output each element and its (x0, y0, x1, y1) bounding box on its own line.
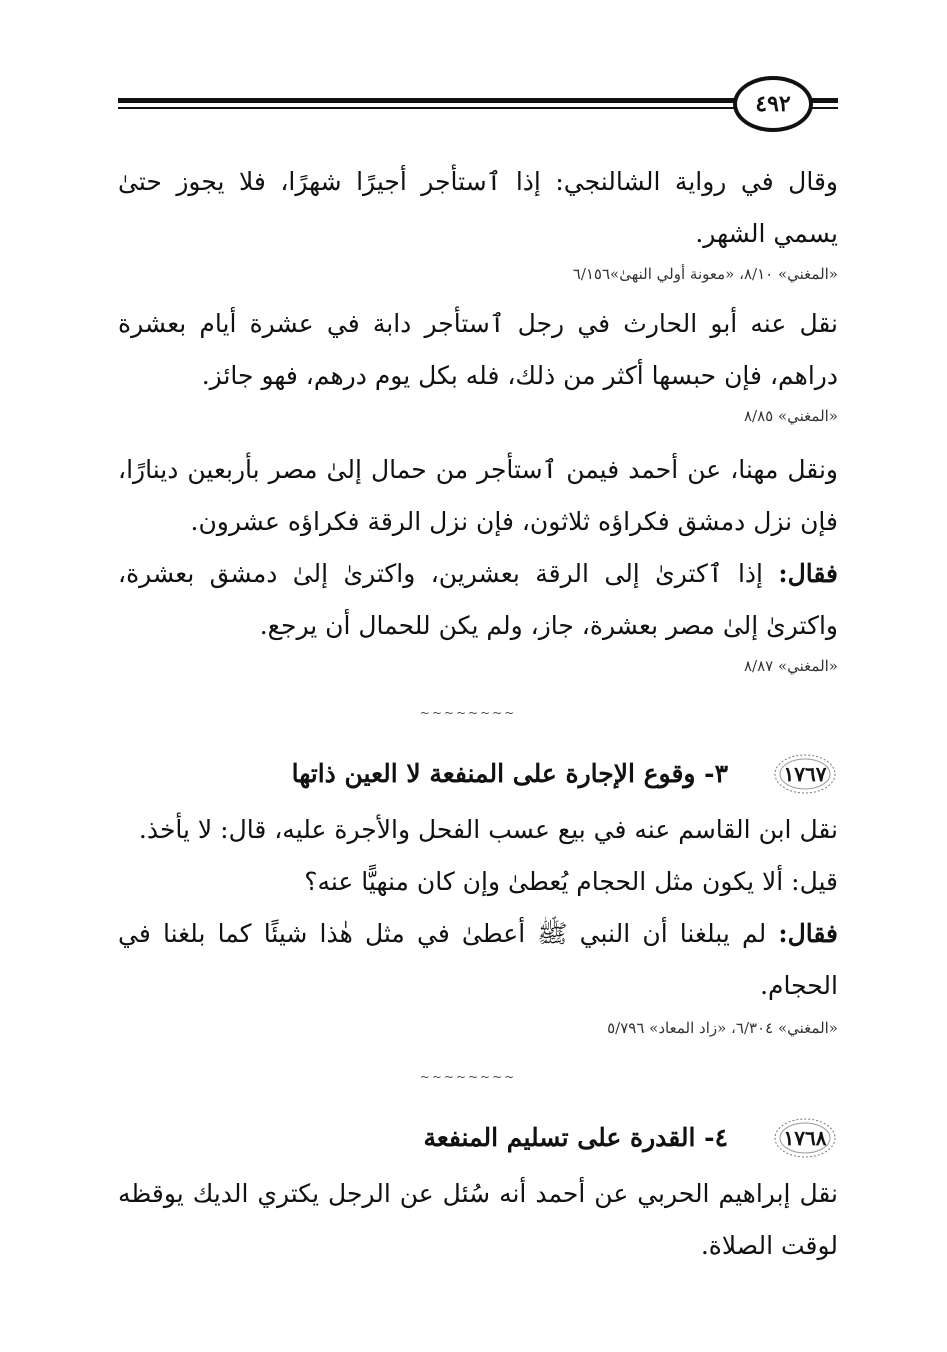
section-heading-1768 (118, 1116, 838, 1160)
section-number-badge (772, 752, 838, 796)
paragraph-6: قيل: ألا يكون مثل الحجام يُعطىٰ وإن كان منهيًّا عنه؟ (304, 867, 838, 896)
paragraph-4-lead: فقال: (778, 559, 838, 588)
section-number-text: ١٧٦٧ (783, 762, 827, 786)
paragraph-4-rest: إذا ٱكترىٰ إلى الرقة بعشرين، واكترىٰ إلىٰ دمشق بعشرة، واكترىٰ إلىٰ مصر بعشرة، جاز، ولم يكن للحمال أن يرجع. (118, 559, 838, 640)
page-number (733, 76, 813, 132)
paragraph-7-lead: فقال: (778, 919, 838, 948)
reference-4: «المغني» ٦/٣٠٤، «زاد المعاد» ٥/٧٩٦ (607, 1019, 838, 1037)
paragraph-3: ونقل مهنا، عن أحمد فيمن ٱستأجر من حمال إلىٰ مصر بأربعين دينارًا، فإن نزل دمشق فكراؤه ثلاثون، فإن نزل الرقة فكراؤه عشرون. (118, 455, 838, 536)
paragraph-5: نقل ابن القاسم عنه في بيع عسب الفحل والأجرة عليه، قال: لا يأخذ. (138, 815, 838, 844)
header-rule-thin (118, 107, 838, 109)
section-title: ٣- وقوع الإجارة على المنفعة لا العين ذاتها (291, 759, 728, 788)
paragraph-1: وقال في رواية الشالنجي: إذا ٱستأجر أجيرًا شهرًا، فلا يجوز حتىٰ يسمي الشهر. (118, 167, 838, 248)
paragraph-4 (118, 548, 838, 652)
paragraph-7-rest: لم يبلغنا أن النبي ﷺ أعطىٰ في مثل هٰذا شيئًا كما بلغنا في الحجام. (118, 919, 838, 1000)
section-number-badge (772, 1116, 838, 1160)
section-divider-ornament: ~~~~~~~~ (419, 706, 517, 720)
reference-1: «المغني» ٨/١٠، «معونة أولي النهىٰ»٦/١٥٦ (572, 265, 838, 283)
page-number-text: ٤٩٢ (755, 91, 791, 117)
reference-3: «المغني» ٨/٨٧ (743, 657, 838, 675)
page-header (118, 76, 838, 136)
section-heading-1767 (118, 752, 838, 796)
paragraph-8: نقل إبراهيم الحربي عن أحمد أنه سُئل عن الرجل يكتري الديك يوقظه لوقت الصلاة. (118, 1179, 838, 1260)
section-number-text: ١٧٦٨ (783, 1126, 827, 1150)
reference-2: «المغني» ٨/٨٥ (743, 407, 838, 425)
header-rule-thick (118, 98, 838, 103)
paragraph-7 (118, 908, 838, 1012)
section-title: ٤- القدرة على تسليم المنفعة (423, 1123, 728, 1152)
paragraph-2: نقل عنه أبو الحارث في رجل ٱستأجر دابة في عشرة أيام بعشرة دراهم، فإن حبسها أكثر من ذلك، فله بكل يوم درهم، فهو جائز. (118, 309, 838, 390)
section-divider-ornament: ~~~~~~~~ (419, 1070, 517, 1084)
